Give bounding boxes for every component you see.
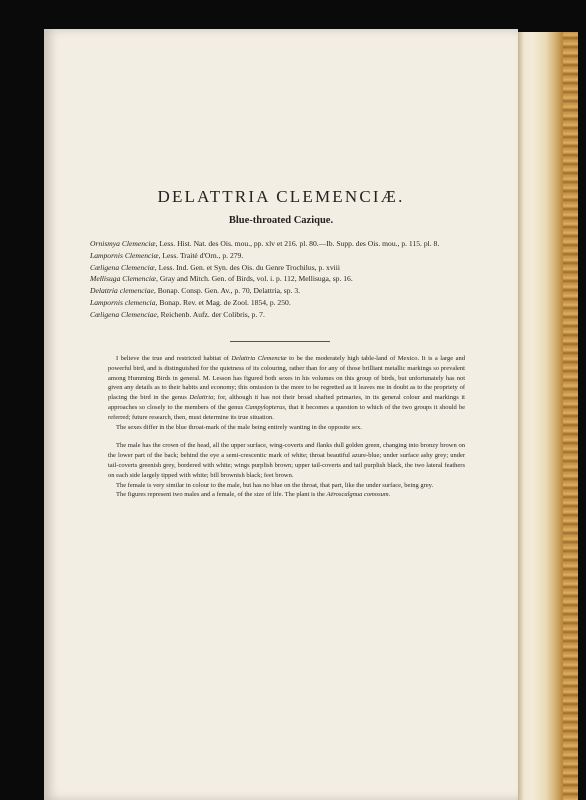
synonym-entry: Lampornis Clemenciæ, Less. Traité d'Orn., p. 279. [90, 250, 244, 260]
paragraph-male: The male has the crown of the head, all the upper surface, wing-coverts and flanks dull golden green, changing into bronzy brown on the lower part of the back; behind the eye a semi-crescentic mark of white; throat beautiful azure-blue; under surface ashy grey; under tail-coverts greenish grey, bordered with white; wings purplish brown; upper tail-coverts and tail purplish black, the two lateral feathers on each side largely tipped with white; bill brownish black; feet brown. [108, 442, 465, 479]
synonym-entry: Delattria clemenciae, Bonap. Consp. Gen. Av., p. 70, Delattria, sp. 3. [90, 286, 301, 296]
species-title: DELATTRIA CLEMENCIÆ. [157, 187, 405, 206]
synonym-entry: Cœligena Clemenciæ, Less. Ind. Gen. et Syn. des Ois. du Genre Trochilus, p. xviii [90, 262, 340, 272]
description-text [108, 354, 465, 500]
section-divider [230, 341, 330, 342]
paragraph-figures: The figures represent two males and a female, of the size of life. The plant is the Aëroscalgnua comosum. [116, 491, 391, 499]
synonym-entry: Lampornis clemencia, Bonap. Rev. et Mag. de Zool. 1854, p. 250. [90, 297, 291, 307]
synonym-entry: Cœligena Clemenciae, Reichenb. Aufz. der Colibris, p. 7. [90, 309, 265, 319]
common-name: Blue-throated Cazique. [228, 215, 334, 226]
synonym-entry: Mellisuga Clemenciæ, Gray and Mitch. Gen. of Birds, vol. i. p. 112, Mellisuga, sp. 16. [90, 274, 353, 284]
synonymy-list [90, 238, 460, 321]
paragraph-habitat: I believe the true and restricted habitat of Delattria Clemenciæ to be the moderately high table-land of Mexico. It is a large and powerful bird, and is distinguished for the quietness of its colouring, rather than for any of those brilliant metallic markings so prevalent among Humming Birds in general. M. Lesson has figured both sexes in his volumes on this group of birds, but unfortunately has not given any details as to their habits and economy; this omission is the more to be regretted as it leaves me in doubt as to the propriety of placing the bird in the genus Delattria; for, although it has not their broad shafted primaries, in its general colour and markings it approaches so closely to the members of the genus Campylopterus, that it becomes a question to which of the two groups it should be referred; future research, then, must determine its true situation. [108, 355, 465, 421]
synonym-entry: Ornismya Clemenciæ, Less. Hist. Nat. des Ois. mou., pp. xlv et 216. pl. 80.—Ib. Supp. des Ois. mou., p. 115. pl. 8. [90, 239, 440, 248]
paragraph-sexes: The sexes differ in the blue throat-mark of the male being entirely wanting in the opposite sex. [116, 423, 362, 431]
paragraph-female: The female is very similar in colour to the male, but has no blue on the throat, that part, like the under surface, being grey. [116, 481, 434, 489]
